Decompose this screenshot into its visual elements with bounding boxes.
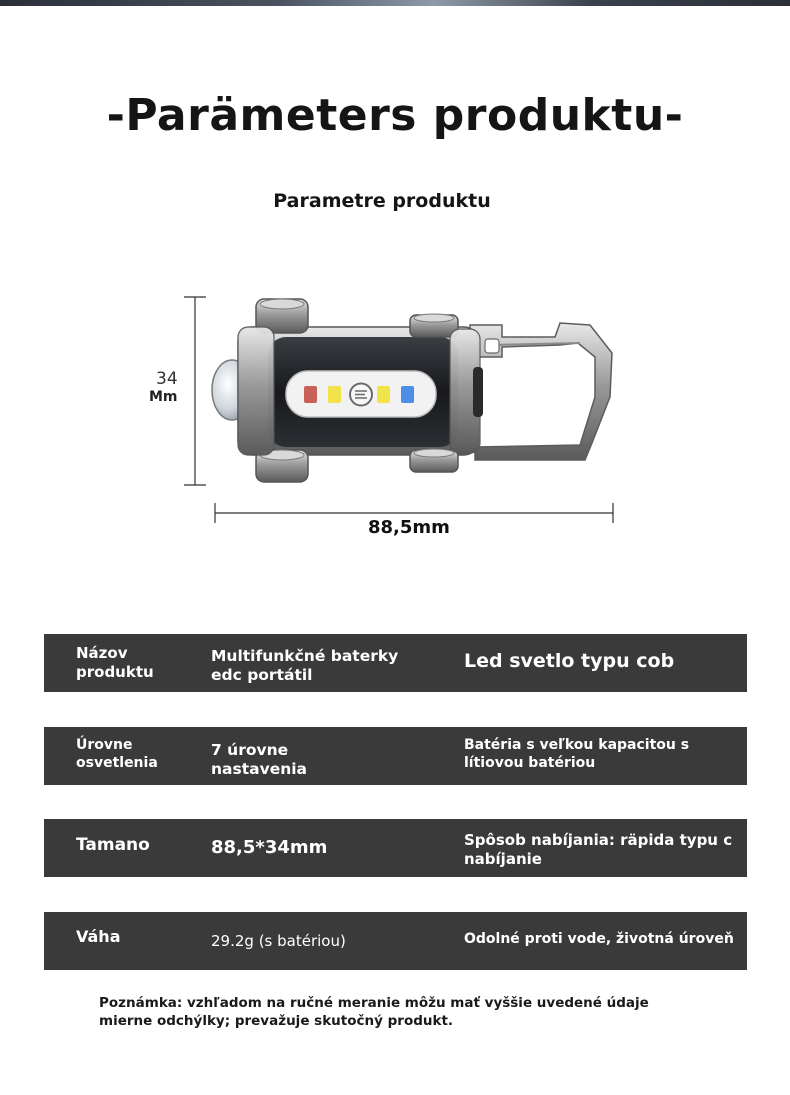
- top-banner-strip: [0, 0, 790, 6]
- spec-value: 88,5*34mm: [211, 837, 328, 858]
- knob-top-right: [410, 314, 458, 337]
- led-red-icon: [304, 386, 317, 403]
- spec-row-size: [44, 819, 747, 877]
- spec-label: Úrovne osvetlenia: [76, 737, 158, 771]
- led-yellow-icon-2: [377, 386, 390, 403]
- led-yellow-icon: [328, 386, 341, 403]
- height-dimension-unit: Mm: [149, 389, 178, 405]
- spec-feature: Batéria s veľkou kapacitou s lítiovou batériou: [464, 737, 690, 771]
- spec-row-weight: [44, 912, 747, 970]
- led-strip: [286, 371, 436, 417]
- spec-label: Tamano: [76, 835, 150, 855]
- spec-label: Váha: [76, 927, 121, 946]
- page-subtitle: Parametre produktu: [273, 190, 491, 212]
- flashlight-illustration: [140, 285, 640, 545]
- spec-feature: Spôsob nabíjania: räpida typu c nabíjanie: [464, 831, 733, 868]
- height-dimension-value: 34: [156, 369, 178, 389]
- knob-bottom-right: [410, 449, 458, 472]
- spec-feature: Led svetlo typu cob: [464, 650, 675, 672]
- spec-value: Multifunkčné baterky edc portátil: [211, 647, 399, 685]
- led-blue-icon: [401, 386, 414, 403]
- page-title: -Parämeters produktu-: [106, 90, 684, 141]
- spec-feature: Odolné proti vode, životná úroveň: [464, 931, 734, 947]
- spec-row-light-levels: [44, 727, 747, 785]
- product-dimension-figure: [140, 285, 640, 545]
- spec-value: 7 úrovne nastavenia: [211, 741, 308, 779]
- spec-label: Názov produktu: [76, 644, 154, 681]
- carabiner-clip: [470, 323, 612, 460]
- measurement-note: Poznámka: vzhľadom na ručné meranie môžu mať vyššie uvedené údaje mierne odchýlky; prevažuje skutočný produkt.: [99, 995, 649, 1029]
- spec-row-name: [44, 634, 747, 692]
- height-dimension-line: [184, 297, 206, 485]
- spec-value: 29.2g (s batériou): [211, 932, 346, 950]
- width-dimension-label: 88,5mm: [368, 517, 450, 538]
